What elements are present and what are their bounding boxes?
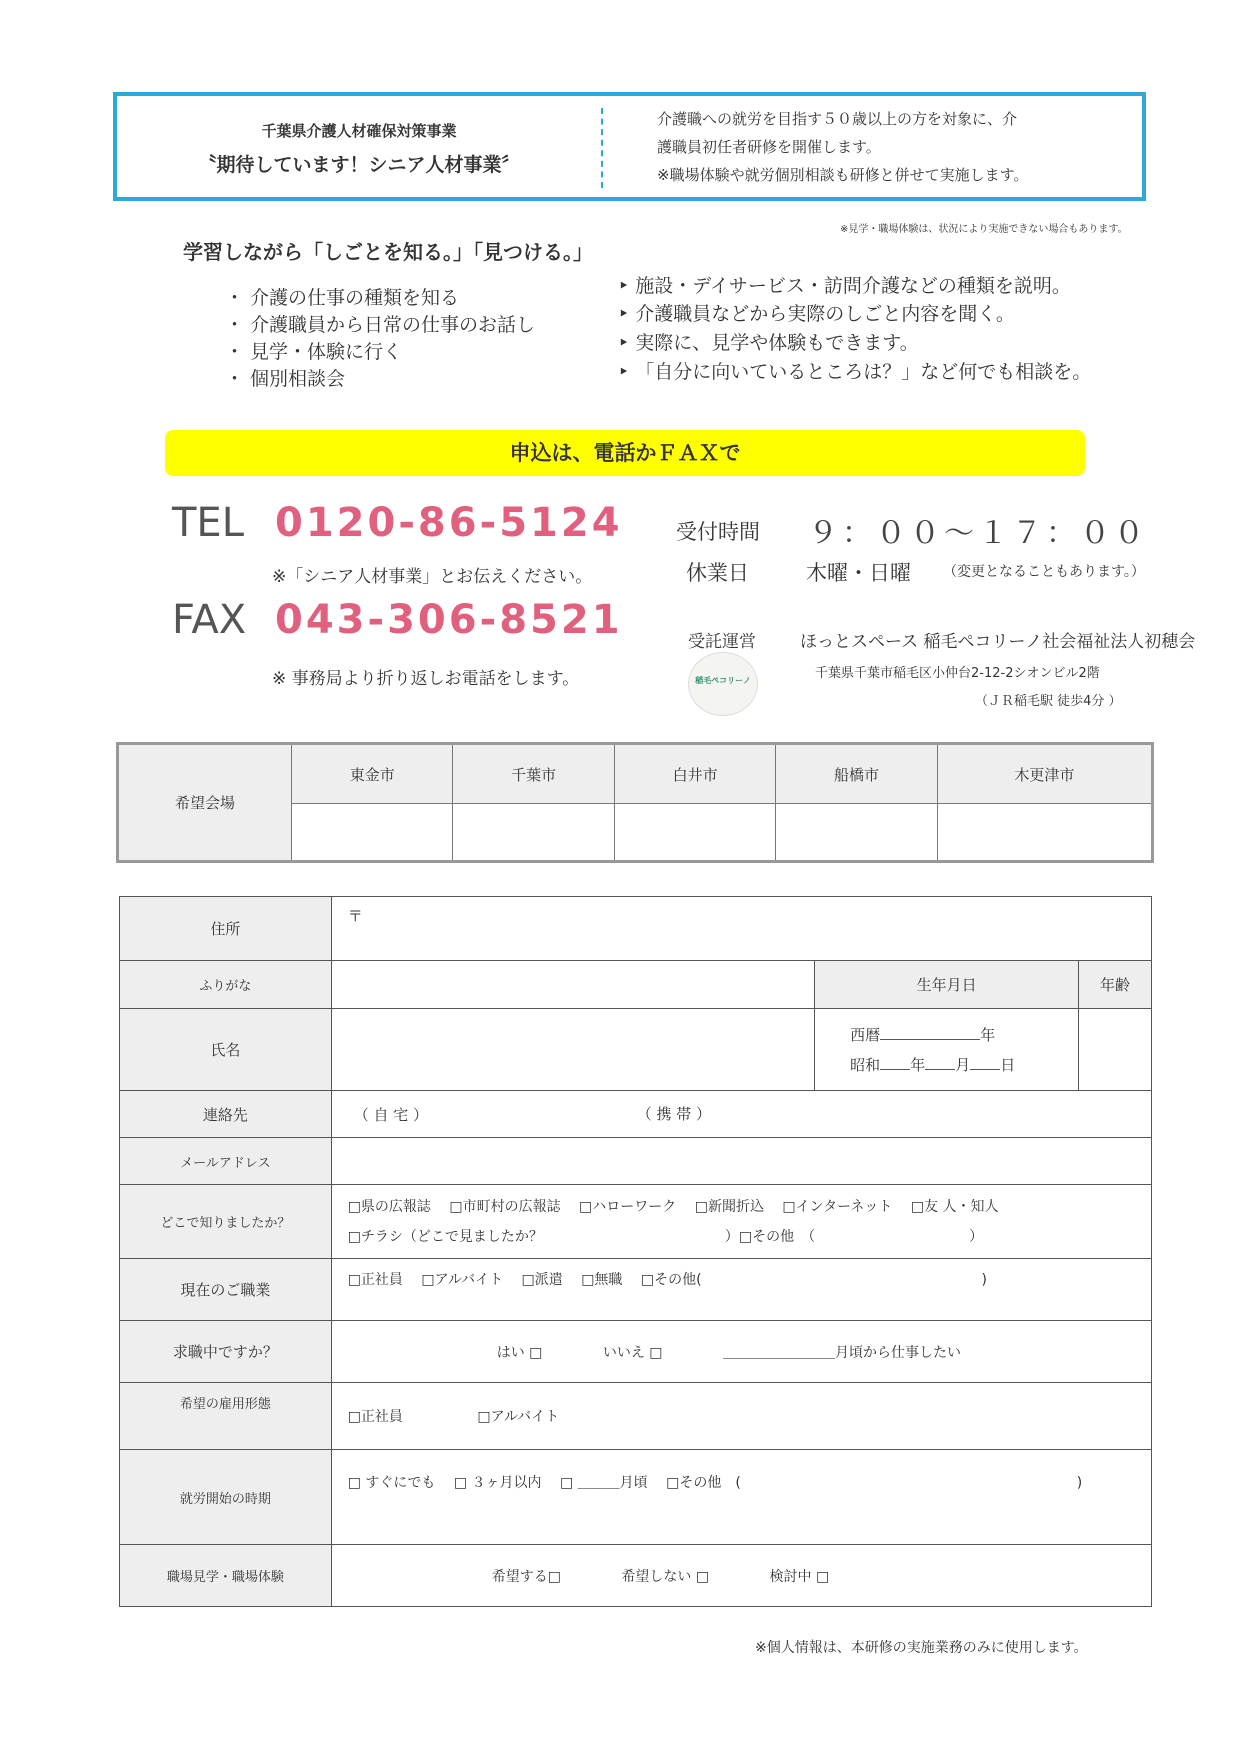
privacy-note: ※個人情報は、本研修の実施業務のみに使用します。 [755, 1640, 1088, 1656]
seeking-label: 求職中ですか？ [120, 1321, 332, 1383]
year-label: 年 [910, 1055, 926, 1074]
postal-mark: 〒 [347, 907, 363, 925]
fax-note: ※ 事務局より折り返しお電話をします。 [272, 669, 580, 689]
fax-label: FAX [172, 597, 247, 643]
right-item: ‣ 「自分に向いているところは？」など何でも相談を。 [618, 361, 1092, 383]
fax-number[interactable]: 043-306-8521 [275, 597, 623, 643]
visit-label: 職場見学・職場体験 [120, 1545, 332, 1607]
access: （ＪＲ稲毛駅 徒歩4分 ） [975, 694, 1122, 709]
operator-name: ほっとスペース 稲毛ペコリーノ社会福祉法人初穂会 [800, 632, 1196, 652]
name-label: 氏名 [120, 1009, 332, 1091]
showa-label: 昭和 [850, 1055, 881, 1074]
furigana-field[interactable] [331, 961, 814, 1009]
employment-label: 希望の雇用形態 [120, 1383, 332, 1450]
learn-title: 学習しながら「しごとを知る。」「見つける。」 [183, 240, 593, 264]
hours-label: 受付時間 [676, 520, 760, 544]
day-label: 日 [1000, 1055, 1016, 1074]
venue-table [116, 742, 1154, 863]
closed-label: 休業日 [686, 561, 749, 585]
employment-options[interactable]: □正社員 □アルバイト [331, 1383, 1151, 1450]
birthdate-label: 生年月日 [815, 961, 1079, 1009]
desc-line-3: ※職場体験や就労個別相談も研修と併せて実施します。 [657, 166, 1029, 184]
left-item: ・ 介護職員から日常の仕事のお話し [225, 314, 536, 336]
home-phone-label: （ 自 宅 ） [353, 1105, 429, 1124]
header-box [113, 92, 1146, 201]
venue-choice[interactable] [937, 804, 1152, 862]
start-label: 就労開始の時期 [120, 1450, 332, 1545]
logo-text: 稲毛ペコリーノ [695, 676, 751, 685]
program-title: 〝期待しています！シニア人材事業〞 [197, 154, 521, 176]
email-label: メールアドレス [120, 1138, 332, 1185]
divider [601, 108, 603, 188]
year-label: 年 [980, 1025, 996, 1044]
right-item: ‣ 実際に、見学や体験もできます。 [618, 332, 919, 354]
top-note: ※見学・職場体験は、状況により実施できない場合もあります。 [840, 224, 1128, 235]
desc-line-1: 介護職への就労を目指す５０歳以上の方を対象に、介 [657, 110, 1018, 128]
closed-note: （変更となることもあります。） [943, 564, 1145, 580]
source-label: どこで知りましたか？ [120, 1185, 332, 1259]
desc-line-2: 護職員初任者研修を開催します。 [657, 138, 881, 156]
tel-number[interactable]: 0120-86-5124 [275, 500, 623, 546]
venue-choice[interactable] [292, 804, 453, 862]
month-label: 月 [955, 1055, 971, 1074]
venue-city: 木更津市 [937, 744, 1152, 804]
seeking-options[interactable]: はい □ いいえ □ ＿＿＿＿＿＿＿＿月頃から仕事したい [331, 1321, 1151, 1383]
address-label: 住所 [120, 897, 332, 961]
venue-city: 船橋市 [776, 744, 937, 804]
venue-choice[interactable] [776, 804, 937, 862]
closed-days: 木曜・日曜 [806, 561, 911, 585]
venue-city: 千葉市 [453, 744, 614, 804]
venue-city: 東金市 [292, 744, 453, 804]
name-field[interactable] [331, 1009, 814, 1091]
furigana-label: ふりがな [120, 961, 332, 1009]
hours: ９：００～１７：００ [808, 516, 1148, 551]
source-options[interactable] [331, 1185, 1151, 1259]
tel-note: ※「シニア人材事業」とお伝えください。 [272, 567, 593, 587]
age-label: 年齢 [1079, 961, 1152, 1009]
apply-banner: 申込は、電話かＦＡＸで [165, 430, 1085, 476]
right-item: ‣ 介護職員などから実際のしごと内容を聞く。 [618, 303, 1015, 325]
seireki-label: 西暦 [850, 1025, 881, 1044]
birthdate-field[interactable] [815, 1009, 1079, 1091]
occupation-options[interactable]: □正社員 □アルバイト □派遣 □無職 □その他( ) [331, 1259, 1151, 1321]
operator-label: 受託運営 [688, 632, 756, 652]
right-item: ‣ 施設・デイサービス・訪問介護などの種類を説明。 [618, 275, 1071, 297]
source-line-2: □チラシ（どこで見ましたか？ ）□その他 （ ） [347, 1228, 984, 1245]
visit-options[interactable]: 希望する□ 希望しない □ 検討中 □ [331, 1545, 1151, 1607]
mobile-phone-label: （ 携 帯 ） [636, 1105, 712, 1123]
address-field[interactable] [331, 897, 1151, 961]
application-form [119, 896, 1152, 1607]
tel-label: TEL [172, 500, 244, 546]
contact-field[interactable] [331, 1091, 1151, 1138]
occupation-label: 現在のご職業 [120, 1259, 332, 1321]
venue-choice[interactable] [614, 804, 775, 862]
left-item: ・ 介護の仕事の種類を知る [225, 287, 460, 309]
left-item: ・ 個別相談会 [225, 368, 346, 390]
left-item: ・ 見学・体験に行く [225, 341, 403, 363]
address: 千葉県千葉市稲毛区小仲台2-12-2シオンビル2階 [815, 666, 1100, 681]
venue-city: 白井市 [614, 744, 775, 804]
venue-label: 希望会場 [118, 744, 292, 862]
operator-logo [688, 652, 758, 716]
venue-choice[interactable] [453, 804, 614, 862]
contact-label: 連絡先 [120, 1091, 332, 1138]
source-line-1: □県の広報誌 □市町村の広報誌 □ハローワーク □新聞折込 □インターネット □友 人・知人 [347, 1198, 999, 1215]
start-options[interactable]: □ すぐにでも □ ３ヶ月以内 □ ＿＿＿月頃 □その他 ( ) [331, 1450, 1151, 1545]
age-field[interactable] [1079, 1009, 1152, 1091]
email-field[interactable] [331, 1138, 1151, 1185]
org-name: 千葉県介護人材確保対策事業 [261, 122, 457, 140]
